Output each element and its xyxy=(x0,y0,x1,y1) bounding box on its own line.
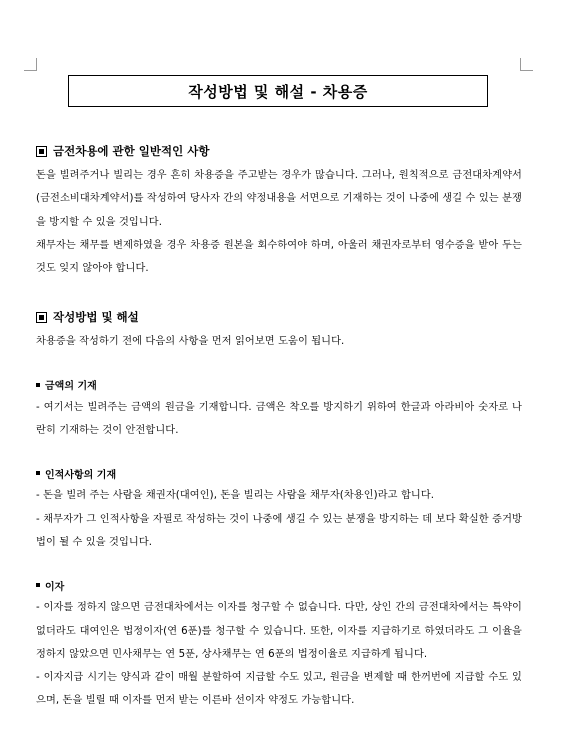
paragraph: 차용증을 작성하기 전에 다음의 사항을 먼저 읽어보면 도움이 됩니다. xyxy=(36,336,345,348)
paragraph: 돈을 빌려주거나 빌리는 경우 흔히 차용증을 주고받는 경우가 많습니다. 그러나, 원칙적으로 금전대차계약서(금전소비대차계약서)를 작성하여 당사자 간의 약정내용을 서면으로 기재하는 것이 나중에 생길 수 있는 분쟁을 방지할 수 있을 것입니다. xyxy=(36,170,522,228)
subheading-personal-info xyxy=(36,462,522,484)
subheading-text: 금액의 기재 xyxy=(45,381,97,393)
paragraph: 채무자는 채무를 변제하였을 경우 차용증 원본을 회수하여야 하며, 아울러 채권자로부터 영수증을 받아 두는 것도 잊지 않아야 합니다. xyxy=(36,239,522,275)
subheading-amount xyxy=(36,374,522,396)
document-title xyxy=(68,75,488,107)
subheading-text: 인적사항의 기재 xyxy=(45,469,117,481)
list-item: - 여기서는 빌려주는 금액의 원금을 기재합니다. 금액은 착오를 방지하기 위하여 한글과 아라비아 숫자로 나란히 기재하는 것이 안전합니다. xyxy=(36,401,522,437)
subheading-interest xyxy=(36,574,522,596)
section-heading-general xyxy=(36,140,522,162)
subheading-text: 이자 xyxy=(45,581,65,593)
square-bullet-icon xyxy=(36,383,40,387)
page-corner-mark-top-left xyxy=(24,58,37,71)
square-bullet-icon xyxy=(36,471,40,475)
square-bullet-icon xyxy=(36,583,40,587)
section-heading-text: 금전차용에 관한 일반적인 사항 xyxy=(53,144,210,158)
list-item: - 이자를 정하지 않으면 금전대차에서는 이자를 청구할 수 없습니다. 다만, 상인 간의 금전대차에서는 특약이 없더라도 대여인은 법정이자(연 6푼)를 청구할 수 있습니다. 또한, 이자를 지급하기로 하였더라도 그 이율을 정하지 않았으면 민사채무는 연 5푼, 상사채무는 연 6푼의 법정이율로 지급하게 됩니다. xyxy=(36,602,522,660)
section-heading-method xyxy=(36,306,522,328)
list-item: - 이자지급 시기는 양식과 같이 매월 분할하여 지급할 수도 있고, 원금을 변제할 때 한꺼번에 지급할 수도 있으며, 돈을 빌릴 때 이자를 먼저 받는 이른바 선이자 약정도 가능합니다. xyxy=(36,672,522,707)
section-heading-text: 작성방법 및 해설 xyxy=(53,310,139,325)
document-body xyxy=(36,140,522,713)
list-item: - 돈을 빌려 주는 사람을 채권자(대여인), 돈을 빌리는 사람을 채무자(차용인)라고 합니다. xyxy=(36,490,435,502)
page-corner-mark-top-right xyxy=(520,58,533,71)
list-item: - 채무자가 그 인적사항을 자필로 작성하는 것이 나중에 생길 수 있는 분쟁을 방지하는 데 보다 확실한 증거방법이 될 수 있을 것입니다. xyxy=(36,513,522,548)
filled-square-bullet-icon xyxy=(36,146,47,157)
document-title-text: 작성방법 및 해설 - 차용증 xyxy=(188,82,368,101)
filled-square-bullet-icon xyxy=(36,312,47,323)
